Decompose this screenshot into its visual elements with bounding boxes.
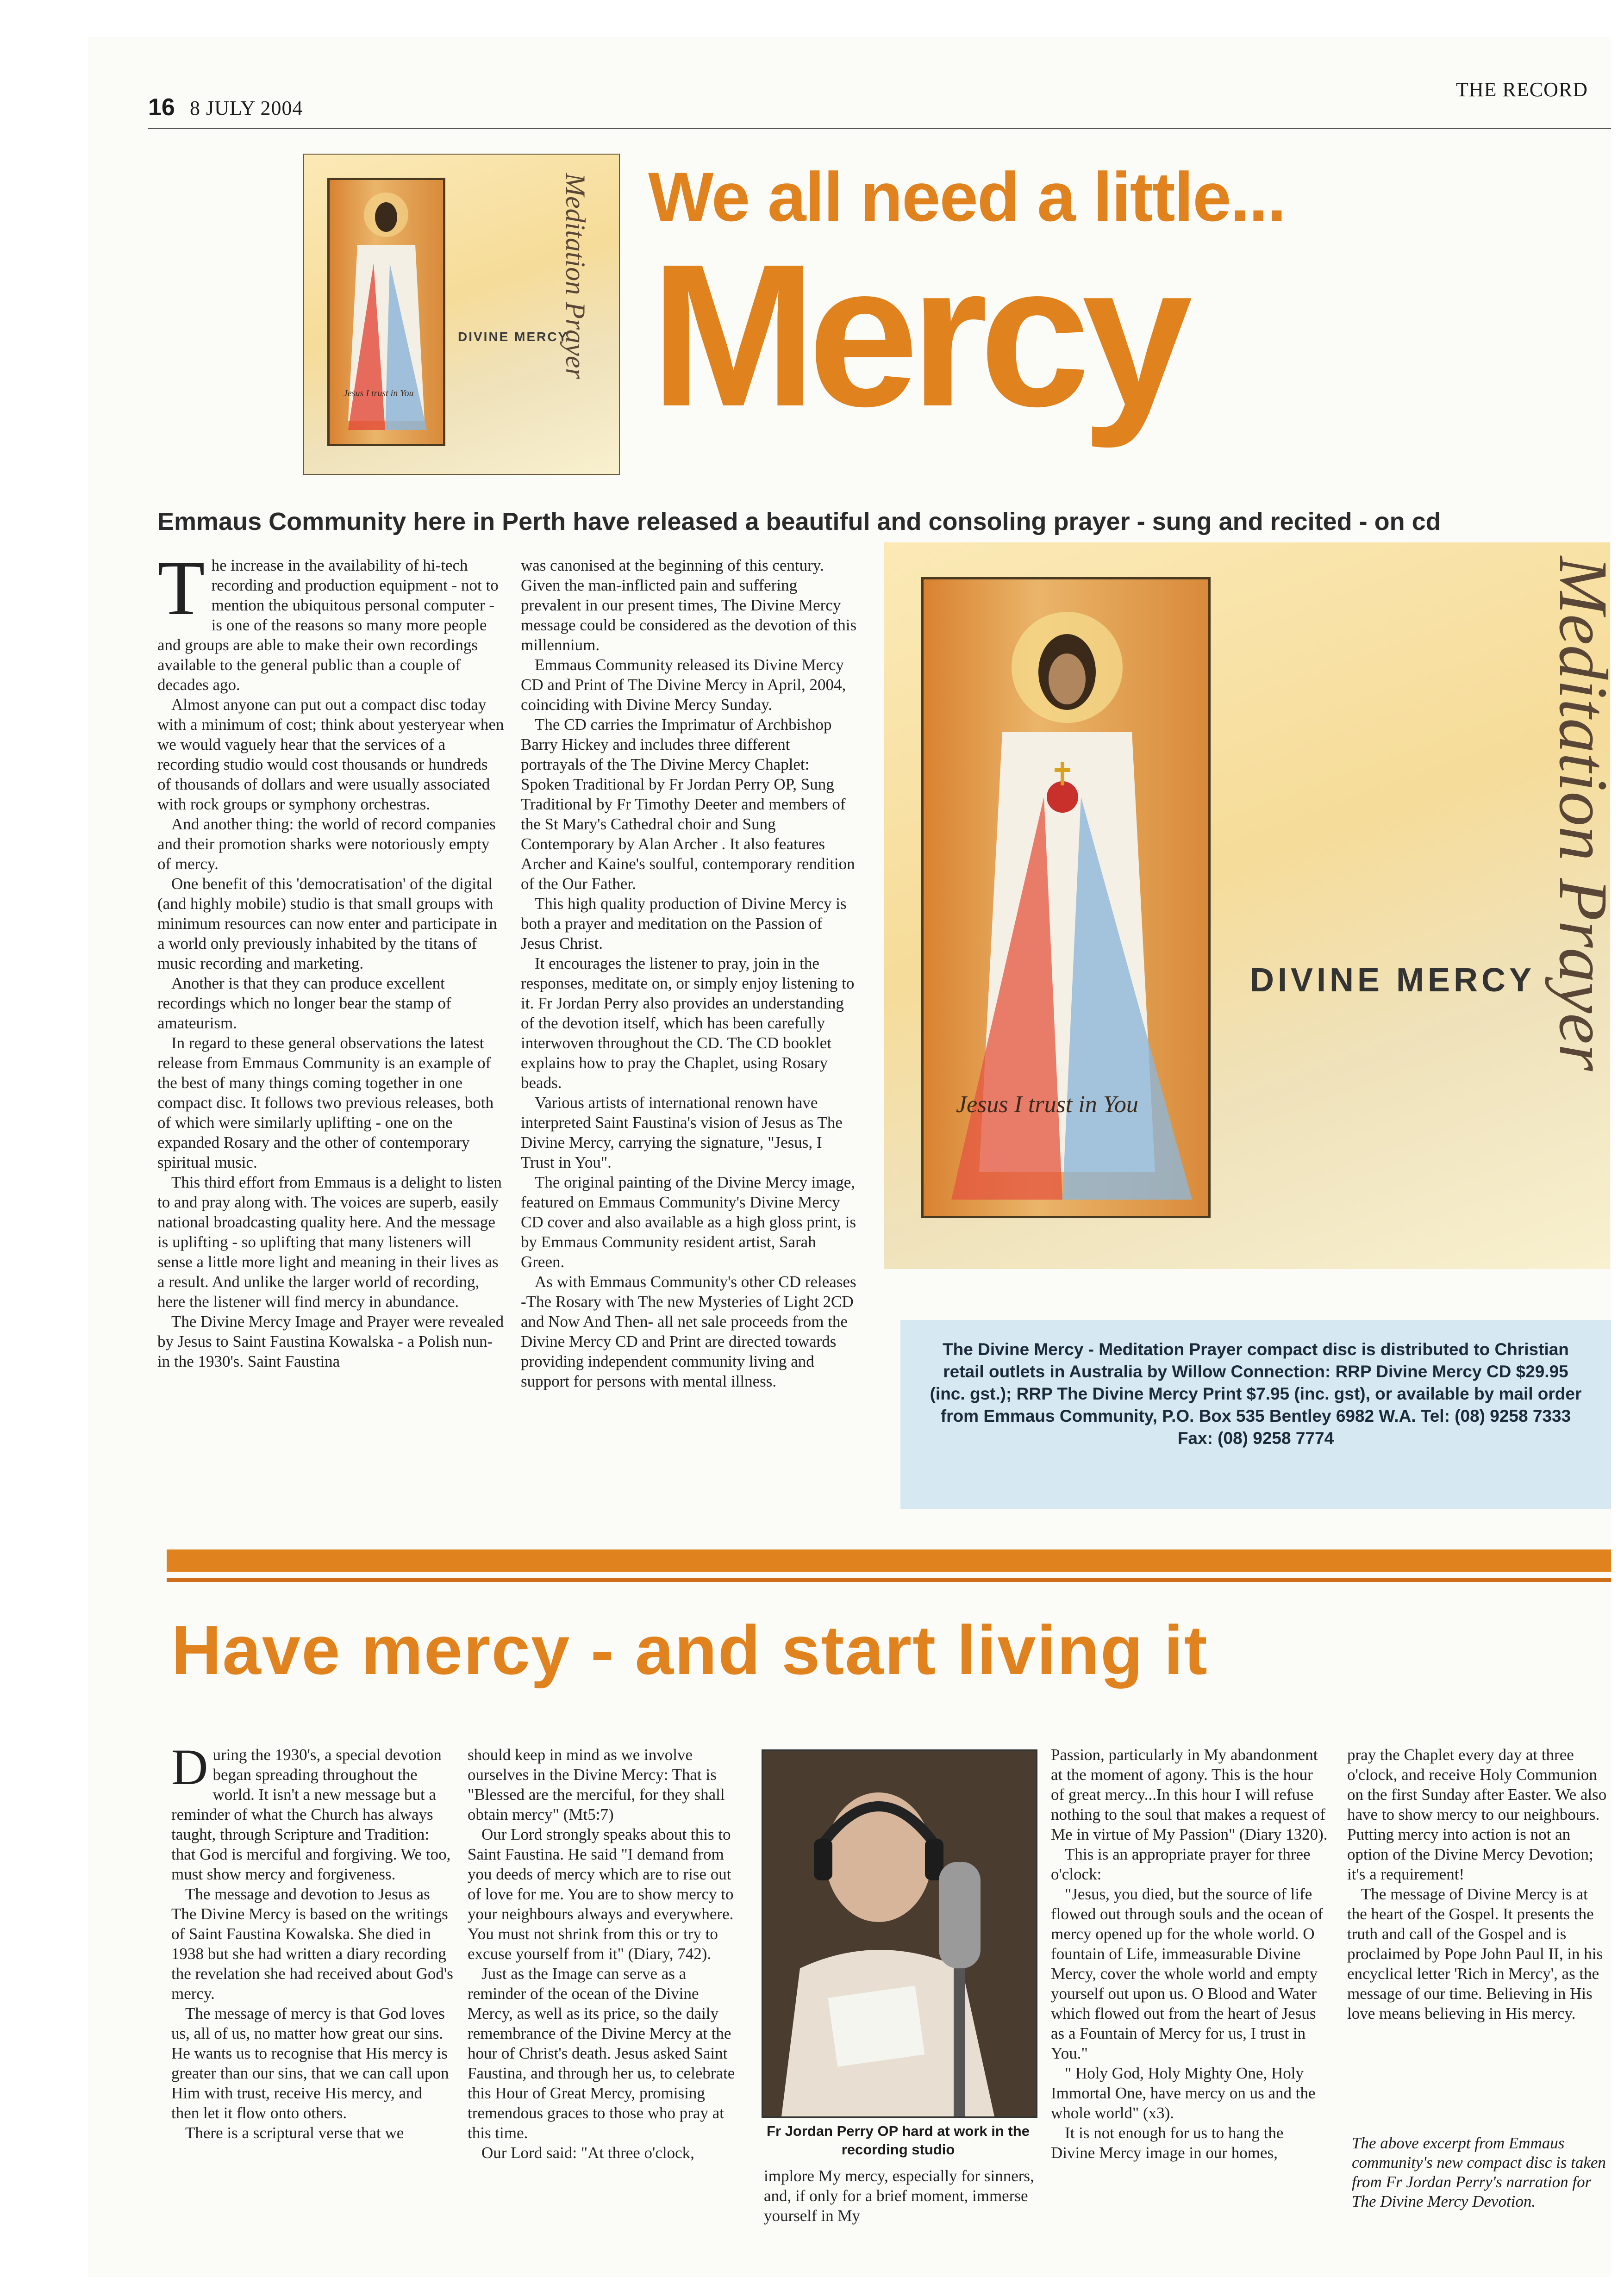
paragraph: Various artists of international renown have interpreted Saint Faustina's vision of Jesus as The Divine Mercy, carrying the signature, "Jesus, I Trust in You".	[521, 1094, 843, 1171]
paragraph: The Divine Mercy Image and Prayer were revealed by Jesus to Saint Faustina Kowalska - a Polish nun- in the 1930's. Saint Faustina	[157, 1313, 504, 1370]
paragraph: It encourages the listener to pray, join in the responses, meditate on, or simply enjoy listening to it. Fr Jordan Perry also provides an understanding of the devotion itself, which has been carefully interwoven throughout the CD. The CD booklet explains how to pray the Chaplet, using Rosary beads.	[521, 954, 855, 1092]
article1-column1	[157, 545, 505, 1371]
headline-line1: We all need a little...	[648, 158, 1286, 236]
article2-column2	[468, 1745, 745, 2163]
headline-mercy: Mercy	[650, 222, 1184, 449]
paragraph: This is an appropriate prayer for three o'clock:	[1051, 1845, 1311, 1883]
photo-caption: Fr Jordan Perry OP hard at work in the recording studio	[767, 2123, 1030, 2158]
paragraph: Passion, particularly in My abandonment at the moment of agony. This is the hour of great mercy...In this hour I will refuse nothing to the soul that makes a request of Me in virtue of My Passion" (Diary 1320).	[1051, 1746, 1328, 1843]
article2-column4	[1051, 1745, 1329, 2163]
paragraph: The message and devotion to Jesus as The Divine Mercy is based on the writings of Saint Faustina Kowalska. She died in 1938 but she had written a diary recording the revelation she had received about God's mercy.	[171, 1885, 453, 2003]
page-number: 16	[148, 94, 175, 121]
paragraph: he increase in the availability of hi-tech recording and production equipment - not to mention the ubiquitous personal computer - is one of the reasons so many more people and groups are able to make their own recordings available to the general public than a couple of decades ago.	[157, 556, 499, 694]
paragraph: The message of mercy is that God loves us, all of us, no matter how great our sins. He wants us to recognise that His mercy is greater than our sins, that we can call upon Him with trust, receive His mercy, and then let it flow onto others.	[171, 2004, 449, 2122]
header-rule	[148, 128, 1611, 129]
paragraph: pray the Chaplet every day at three o'clock, and receive Holy Communion on the first Sunday after Easter. We also have to show mercy to our neighbours. Putting mercy into action is not an option of the Divine Mercy Devotion; it's a requirement!	[1347, 1746, 1607, 1883]
paragraph: One benefit of this 'democratisation' of the digital (and highly mobile) studio is that small groups with minimum resources can now enter and participate in a world only previously inhabited by the titans of music recording and marketing.	[157, 875, 497, 972]
paragraph: should keep in mind as we involve ourselves in the Divine Mercy: That is "Blessed are the merciful, for they shall obtain mercy" (Mt5:7)	[468, 1746, 725, 1823]
recording-studio-photo	[762, 1749, 1037, 2118]
icon-inscription-large: Jesus I trust in You	[956, 1091, 1138, 1118]
article2-footnote: The above excerpt from Emmaus community's new compact disc is taken from Fr Jordan Perry's narration for The Divine Mercy Devotion.	[1352, 2134, 1606, 2210]
dropcap-d: D	[171, 1739, 208, 1795]
cd-cover-thumbnail	[303, 154, 620, 475]
divine-mercy-icon-small	[327, 178, 445, 446]
divine-mercy-icon-large	[921, 577, 1211, 1218]
publication-name: THE RECORD	[1456, 78, 1588, 101]
paragraph: As with Emmaus Community's other CD releases -The Rosary with The new Mysteries of Light 2CD and Now And Then- all net sale proceeds from the Divine Mercy CD and Print are directed towards providing independent community living and support for persons with mental illness.	[521, 1273, 856, 1390]
paragraph: implore My mercy, especially for sinners, and, if only for a brief moment, immerse yourself in My	[764, 2167, 1034, 2225]
article1-column2	[521, 555, 859, 1391]
paragraph: The original painting of the Divine Mercy image, featured on Emmaus Community's Divine Mercy CD cover and also available as a high gloss print, is by Emmaus Community resident artist, Sarah Green.	[521, 1173, 856, 1271]
headline-have-mercy: Have mercy - and start living it	[171, 1611, 1208, 1689]
paragraph: Emmaus Community released its Divine Mercy CD and Print of The Divine Mercy in April, 2004, coinciding with Divine Mercy Sunday.	[521, 656, 846, 714]
jesus-figure-icon	[330, 180, 443, 444]
paragraph: Another is that they can produce excellent recordings which no longer bear the stamp of amateurism.	[157, 974, 451, 1032]
paragraph: The CD carries the Imprimatur of Archbishop Barry Hickey and includes three different portrayals of the The Divine Mercy Chaplet: Spoken Traditional by Fr Jordan Perry OP, Sung Traditional by Fr Timothy Deeter and members of the St Mary's Cathedral choir and Sung Contemporary by Alan Archer . It also features Archer and Kaine's soulful, contemporary rendition of the Our Father.	[521, 716, 855, 893]
paragraph: Just as the Image can serve as a reminder of the ocean of the Divine Mercy, as well as its price, so the daily remembrance of the Divine Mercy at the hour of Christ's death. Jesus asked Saint Faustina, and through her us, to celebrate this Hour of Great Mercy, promising tremendous graces to those who pray at this time.	[468, 1965, 735, 2142]
cover-side-title-small: Meditation Prayer	[560, 173, 591, 379]
paragraph: Almost anyone can put out a compact disc today with a minimum of cost; think about yesteryear when we would vaguely hear that the services of a recording studio would cost thousands or hundreds of thousands of dollars and were usually associated with rock groups or symphony orchestras.	[157, 696, 504, 813]
paragraph: This third effort from Emmaus is a delight to listen to and pray along with. The voices are superb, easily national broadcasting quality here. And the message is uplifting - so uplifting that many listeners will sense a little more light and meaning in their lives as a result. And unlike the larger world of recording, here the listener will find mercy in abundance.	[157, 1173, 502, 1311]
paragraph: Our Lord said: "At three o'clock,	[481, 2144, 694, 2162]
article2-column5	[1347, 1745, 1611, 2023]
paragraph: There is a scriptural verse that we	[185, 2124, 404, 2142]
paragraph: In regard to these general observations the latest release from Emmaus Community is an example of the best of many things coming together in one compact disc. It follows two previous releases, both of which were similarly uplifting - one on the expanded Rosary and the other of contemporary spiritual music.	[157, 1034, 494, 1171]
cover-side-title-large: Meditation Prayer	[1545, 556, 1622, 1071]
paragraph: "Jesus, you died, but the source of life flowed out through souls and the ocean of mercy opened up for the whole world. O fountain of Life, immeasurable Divine Mercy, cover the whole world and empty yourself out upon us. O Blood and Water which flowed out from the heart of Jesus as a Fountain of Mercy for us, I trust in You."	[1051, 1885, 1324, 2062]
issue-date: 8 JULY 2004	[190, 97, 303, 119]
dropcap-t: T	[157, 545, 205, 631]
paragraph: was canonised at the beginning of this century. Given the man-inflicted pain and suffering prevalent in our present times, The Divine Mercy message could be considered as the devotion of this millennium.	[521, 556, 857, 654]
section-divider-rule	[167, 1578, 1611, 1582]
article2-column3	[764, 2166, 1037, 2226]
priest-with-microphone-image	[763, 1751, 1036, 2116]
paragraph: uring the 1930's, a special devotion began spreading throughout the world. It isn't a new message but a reminder of what the Church has always taught, through Scripture and Tradition: that God is merciful and forgiving. We too, must show mercy and forgiveness.	[171, 1746, 451, 1883]
paragraph: It is not enough for us to hang the Divine Mercy image in our homes,	[1051, 2124, 1284, 2162]
article2-column1	[171, 1739, 454, 2143]
cd-cover-large	[884, 542, 1622, 1269]
cover-label-large: DIVINE MERCY	[1250, 962, 1536, 999]
jesus-figure-icon	[924, 579, 1208, 1216]
icon-inscription-small: Jesus I trust in You	[344, 388, 414, 398]
paragraph: And another thing: the world of record companies and their promotion sharks were notoriously empty of mercy.	[157, 815, 496, 873]
paragraph: " Holy God, Holy Mighty One, Holy Immortal One, have mercy on us and the whole world" (x3).	[1051, 2064, 1316, 2122]
section-divider-banner	[167, 1549, 1611, 1572]
paragraph: Our Lord strongly speaks about this to Saint Faustina. He said "I demand from you deeds of mercy which are to rise out of love for me. You are to show mercy to your neighbours always and everywhere. You must not shrink from this or try to excuse yourself from it" (Diary, 742).	[468, 1825, 734, 1963]
paragraph: This high quality production of Divine Mercy is both a prayer and meditation on the Passion of Jesus Christ.	[521, 895, 847, 952]
paragraph: The message of Divine Mercy is at the heart of the Gospel. It presents the truth and call of the Gospel and is proclaimed by Pope John Paul II, in his encyclical letter 'Rich in Mercy', as the message of our time. Believing in His love means believing in His mercy.	[1347, 1885, 1603, 2022]
newspaper-page	[88, 37, 1622, 2277]
cover-label-small: DIVINE MERCY	[458, 330, 568, 344]
standfirst: Emmaus Community here in Perth have released a beautiful and consoling prayer - sung and recited - on cd	[157, 508, 1441, 535]
distribution-info-box: The Divine Mercy - Meditation Prayer compact disc is distributed to Christian retail outlets in Australia by Willow Connection: RRP Divine Mercy CD $29.95 (inc. gst.); RRP The Divine Mercy Print $7.95 (inc. gst), or available by mail order from Emmaus Community, P.O. Box 535 Bentley 6982 W.A. Tel: (08) 9258 7333 Fax: (08) 9258 7774	[900, 1320, 1611, 1509]
